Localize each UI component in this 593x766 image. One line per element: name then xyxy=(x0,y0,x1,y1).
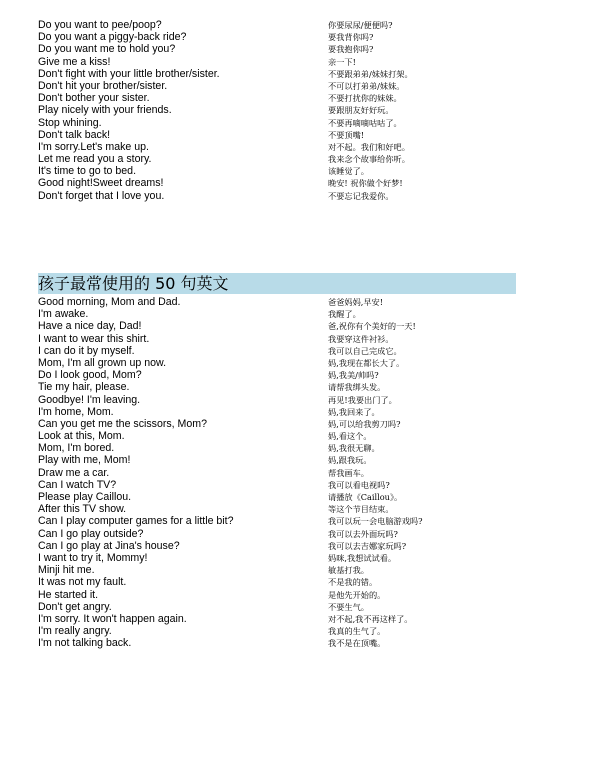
phrase-chinese: 该睡觉了。 xyxy=(328,166,369,177)
phrase-english: Do you want a piggy-back ride? xyxy=(38,31,187,44)
phrase-english: Tie my hair, please. xyxy=(38,381,130,394)
phrase-chinese: 妈,我很无聊。 xyxy=(328,443,380,454)
phrase-chinese: 不要打扰你的妹妹。 xyxy=(328,93,402,104)
phrase-row xyxy=(38,491,558,503)
phrase-row xyxy=(38,153,558,165)
phrase-english: Mom, I'm all grown up now. xyxy=(38,356,167,369)
phrase-chinese: 我可以看电视吗? xyxy=(328,479,390,490)
phrase-english: It's time to go to bed. xyxy=(38,165,137,178)
phrase-chinese: 我可以去外面玩吗? xyxy=(328,528,398,539)
phrase-row xyxy=(38,43,558,55)
phrase-chinese: 爸,祝你有个美好的一天! xyxy=(328,321,416,332)
phrase-chinese: 不是我的错。 xyxy=(328,577,378,588)
phrase-chinese: 晚安! 祝你做个好梦! xyxy=(328,178,403,189)
phrase-chinese: 等这个节目结束。 xyxy=(328,504,394,515)
phrase-chinese: 我醒了。 xyxy=(328,309,361,320)
phrase-row xyxy=(38,442,558,454)
phrase-row xyxy=(38,589,558,601)
phrase-chinese: 妈咪,我想试试看。 xyxy=(328,552,397,563)
phrase-row xyxy=(38,479,558,491)
phrase-english: I'm not talking back. xyxy=(38,637,132,650)
phrase-chinese: 妈,可以给我剪刀吗? xyxy=(328,418,401,429)
phrase-row xyxy=(38,104,558,116)
phrase-row xyxy=(38,467,558,479)
phrase-row xyxy=(38,117,558,129)
phrase-english: Stop whining. xyxy=(38,116,102,129)
phrase-english: Good night!Sweet dreams! xyxy=(38,177,164,190)
phrase-english: I want to try it, Mommy! xyxy=(38,551,148,564)
phrase-row xyxy=(38,576,558,588)
phrase-row xyxy=(38,31,558,43)
phrase-english: Have a nice day, Dad! xyxy=(38,320,142,333)
phrase-english: I want to wear this shirt. xyxy=(38,332,150,345)
phrase-row xyxy=(38,308,558,320)
phrase-english: Draw me a car. xyxy=(38,466,110,479)
phrase-english: I'm sorry.Let's make up. xyxy=(38,140,149,153)
phrase-chinese: 对不起。我们和好吧。 xyxy=(328,141,410,152)
phrase-english: I'm awake. xyxy=(38,308,89,321)
phrase-chinese: 对不起,我不再这样了。 xyxy=(328,613,413,624)
phrase-row xyxy=(38,394,558,406)
phrase-chinese: 我可以自己完成它。 xyxy=(328,345,402,356)
phrase-english: Do you want me to hold you? xyxy=(38,43,176,56)
phrase-row xyxy=(38,357,558,369)
phrase-chinese: 不可以打弟弟/妹妹。 xyxy=(328,80,405,91)
phrase-row xyxy=(38,430,558,442)
phrase-english: Don't bother your sister. xyxy=(38,92,150,105)
phrase-row xyxy=(38,369,558,381)
phrase-english: I can do it by myself. xyxy=(38,344,135,357)
section-heading: 孩子最常使用的 50 句英文 xyxy=(38,273,516,294)
phrase-english: Don't forget that I love you. xyxy=(38,189,165,202)
phrase-row xyxy=(38,296,558,308)
phrase-row xyxy=(38,68,558,80)
phrase-list-parents xyxy=(38,19,558,202)
phrase-english: Don't talk back! xyxy=(38,128,111,141)
phrase-english: Can I play computer games for a little bit? xyxy=(38,515,234,528)
phrase-english: Goodbye! I'm leaving. xyxy=(38,393,141,406)
phrase-english: Please play Caillou. xyxy=(38,491,132,503)
phrase-chinese: 妈,看这个。 xyxy=(328,431,372,442)
phrase-chinese: 不要顶嘴! xyxy=(328,129,365,140)
phrase-english: I'm really angry. xyxy=(38,625,112,638)
phrase-row xyxy=(38,601,558,613)
phrase-chinese: 妈,我现在都长大了。 xyxy=(328,357,405,368)
phrase-chinese: 我来念个故事给你听。 xyxy=(328,154,410,165)
phrase-chinese: 请帮我绑头发。 xyxy=(328,382,386,393)
phrase-chinese: 爸爸妈妈,早安! xyxy=(328,297,384,307)
phrase-row xyxy=(38,141,558,153)
phrase-row xyxy=(38,56,558,68)
phrase-english: I'm sorry. It won't happen again. xyxy=(38,612,187,625)
phrase-row xyxy=(38,418,558,430)
phrase-row xyxy=(38,320,558,332)
phrase-chinese: 亲一下! xyxy=(328,56,356,67)
phrase-english: Minji hit me. xyxy=(38,564,95,577)
phrase-chinese: 帮我画车。 xyxy=(328,467,369,478)
phrase-chinese: 你要尿尿/便便吗? xyxy=(328,20,393,30)
phrase-english: Don't hit your brother/sister. xyxy=(38,79,168,92)
phrase-row xyxy=(38,190,558,202)
phrase-chinese: 我真的生气了。 xyxy=(328,626,386,637)
phrase-row xyxy=(38,552,558,564)
phrase-row xyxy=(38,454,558,466)
phrase-chinese: 不要生气。 xyxy=(328,601,369,612)
phrase-row xyxy=(38,625,558,637)
phrase-english: Can I go play at Jina's house? xyxy=(38,539,180,552)
phrase-chinese: 敏基打我。 xyxy=(328,565,369,576)
phrase-english: It was not my fault. xyxy=(38,576,127,589)
phrase-row xyxy=(38,613,558,625)
phrase-chinese: 我可以去吉娜家玩吗? xyxy=(328,540,407,551)
phrase-english: Do you want to pee/poop? xyxy=(38,19,162,31)
phrase-english: Let me read you a story. xyxy=(38,153,152,166)
phrase-chinese: 要跟朋友好好玩。 xyxy=(328,105,394,116)
phrase-chinese: 要我抱你吗? xyxy=(328,44,374,55)
phrase-chinese: 妈,我回来了。 xyxy=(328,406,380,417)
phrase-english: Play nicely with your friends. xyxy=(38,104,172,117)
phrase-english: I'm home, Mom. xyxy=(38,405,114,418)
phrase-english: Can you get me the scissors, Mom? xyxy=(38,417,207,430)
phrase-row xyxy=(38,503,558,515)
phrase-chinese: 不要跟弟弟/妹妹打架。 xyxy=(328,68,413,79)
phrase-row xyxy=(38,406,558,418)
phrase-english: Don't get angry. xyxy=(38,600,112,613)
phrase-row xyxy=(38,637,558,649)
phrase-chinese: 不要忘记我爱你。 xyxy=(328,190,394,201)
phrase-chinese: 我要穿这件衬衫。 xyxy=(328,333,394,344)
phrase-english: Play with me, Mom! xyxy=(38,454,131,467)
phrase-chinese: 是他先开始的。 xyxy=(328,589,386,600)
phrase-row xyxy=(38,165,558,177)
phrase-english: Do I look good, Mom? xyxy=(38,369,142,382)
phrase-row xyxy=(38,515,558,527)
phrase-chinese: 不要再嘀嘀咕咕了。 xyxy=(328,117,402,128)
phrase-english: Can I go play outside? xyxy=(38,527,144,540)
phrase-row xyxy=(38,528,558,540)
phrase-english: Mom, I'm bored. xyxy=(38,442,115,455)
phrase-english: Don't fight with your little brother/sister. xyxy=(38,67,220,80)
phrase-row xyxy=(38,80,558,92)
phrase-list-children xyxy=(38,296,558,649)
phrase-chinese: 妈,我美/帅吗? xyxy=(328,370,379,381)
phrase-chinese: 我可以玩一会电脑游戏吗? xyxy=(328,516,423,527)
phrase-row xyxy=(38,345,558,357)
phrase-chinese: 再见!我要出门了。 xyxy=(328,394,397,405)
phrase-english: Give me a kiss! xyxy=(38,55,111,68)
phrase-english: He started it. xyxy=(38,588,99,601)
phrase-row xyxy=(38,564,558,576)
phrase-row xyxy=(38,381,558,393)
phrase-row xyxy=(38,177,558,189)
phrase-chinese: 请播放《Caillou》。 xyxy=(328,492,403,502)
phrase-row xyxy=(38,92,558,104)
phrase-row xyxy=(38,19,558,31)
phrase-english: Good morning, Mom and Dad. xyxy=(38,296,181,308)
phrase-row xyxy=(38,333,558,345)
phrase-english: Can I watch TV? xyxy=(38,478,117,491)
phrase-chinese: 要我背你吗? xyxy=(328,32,374,43)
phrase-row xyxy=(38,540,558,552)
phrase-row xyxy=(38,129,558,141)
phrase-chinese: 我不是在顶嘴。 xyxy=(328,638,386,649)
phrase-english: Look at this, Mom. xyxy=(38,430,125,443)
phrase-chinese: 妈,跟我玩。 xyxy=(328,455,372,466)
phrase-english: After this TV show. xyxy=(38,503,127,516)
